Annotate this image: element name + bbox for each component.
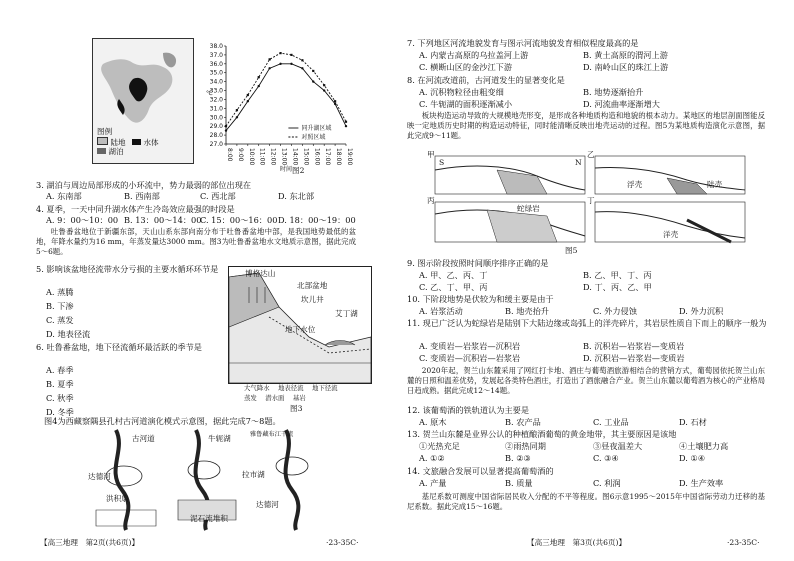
x-tick-label-1: 9:00 [236, 148, 244, 162]
q9-option-b[interactable]: B. 乙、甲、丁、丙 [583, 270, 652, 280]
series-0-point-11 [345, 125, 347, 127]
y-tick-label-9: 36.0 [209, 60, 223, 68]
fig3-legend-0: 大气降水 [244, 384, 270, 392]
q11-option-a[interactable]: A. 变质岩—岩浆岩—沉积岩 [419, 341, 521, 351]
subduction-jia [497, 170, 547, 194]
q14-option-a[interactable]: A. 产量 [419, 478, 447, 488]
y-tick-label-0: 27.0 [209, 141, 223, 148]
y-tick-label-10: 37.0 [209, 51, 223, 59]
slab-ding [687, 220, 731, 242]
q12-option-b[interactable]: B. 农产品 [505, 417, 541, 427]
q11-option-b[interactable]: B. 沉积岩—岩浆岩—变质岩 [583, 341, 685, 351]
q11-option-c[interactable]: C. 变质岩—沉积岩—岩浆岩 [419, 353, 521, 363]
q5-option-c[interactable]: C. 蒸发 [46, 315, 74, 325]
x-tick-label-3: 11:00 [258, 148, 266, 166]
q7-option-d[interactable]: D. 南岭山区的珠江上游 [583, 62, 669, 72]
q4-option-b[interactable]: B. 13：00～14：00 [124, 215, 202, 225]
fig5-text-oceancrust: 洋壳 [663, 230, 679, 239]
lake-map [92, 38, 194, 164]
footer-left-code: ·23-35C· [326, 538, 359, 547]
y-tick-label-3: 30.0 [209, 114, 223, 122]
figure5-diagram [427, 150, 747, 250]
q7-option-a[interactable]: A. 内蒙古高原的乌拉盖河上游 [419, 50, 529, 60]
series-0-point-10 [334, 103, 336, 105]
y-tick-label-1: 28.0 [209, 132, 223, 140]
footer-right: 【高三地理 第3页(共6页)】 [527, 538, 627, 547]
series-1-point-2 [247, 94, 249, 96]
fig3-text-lake: 艾丁湖 [335, 309, 358, 318]
q3-option-d[interactable]: D. 东北部 [278, 191, 315, 201]
q8-option-b[interactable]: B. 地势逐渐抬升 [583, 87, 644, 97]
fig4-text-dade-2: 达德河 [256, 500, 279, 509]
q5-option-b[interactable]: B. 下渗 [46, 301, 74, 311]
fig4-intro: 图4为西藏察隅县孔村古河道演化模式示意图，据此完成7～8题。 [44, 416, 281, 426]
legend-title: 图例 [97, 127, 113, 136]
fig4-text-lashi: 拉市湖 [242, 470, 265, 479]
q11-option-d[interactable]: D. 沉积岩—岩浆岩—变质岩 [583, 353, 685, 363]
series-0-point-6 [290, 63, 292, 65]
q4-stem: 4. 夏季，一天中同升湖水体产生冷岛效应最强的时段是 [36, 204, 235, 214]
series-0-point-7 [301, 67, 303, 69]
legend-lake-label: 湖泊 [108, 147, 124, 156]
q10-option-b[interactable]: B. 地壳抬升 [505, 306, 549, 316]
temperature-chart [200, 40, 353, 173]
q13-option-a[interactable]: A. ①② [419, 453, 445, 463]
series-1-point-4 [269, 58, 271, 60]
meander-loop-3 [276, 457, 308, 475]
y-unit-label: ℃ [206, 90, 213, 97]
q4-option-c[interactable]: C. 15：00～16：00 [200, 215, 278, 225]
legend-item-lake [97, 147, 124, 157]
q13-sub-4: ④土壤肥力高 [679, 441, 729, 451]
gini-intro: 基尼系数可测度中国省际居民收入分配的不平等程度。图6示意1995～2015年中国省际劳动力迁移的基尼系数。据此完成15～16题。 [407, 492, 765, 511]
y-tick-label-11: 38.0 [209, 43, 223, 50]
q12-option-c[interactable]: C. 工业品 [593, 417, 629, 427]
q14-stem: 14. 文旅融合发展可以显著提高葡萄酒的 [407, 466, 554, 476]
x-tick-label-5: 13:00 [280, 148, 288, 166]
legend-label-0: 同升湖区域 [301, 125, 332, 132]
series-1-point-8 [312, 70, 314, 72]
fig3-legend-3: 蒸发 [244, 394, 257, 402]
x-axis-title: 时间 [279, 166, 293, 173]
q9-option-d[interactable]: D. 丁、丙、乙、甲 [583, 282, 652, 292]
x-tick-label-10: 18:00 [335, 148, 343, 166]
fig5-label-yi: 乙 [587, 150, 595, 159]
legend-item-land [97, 137, 159, 148]
series-1-point-10 [334, 100, 336, 102]
x-tick-label-2: 10:00 [247, 148, 255, 166]
q6-option-d[interactable]: D. 冬季 [46, 407, 74, 417]
q10-option-d[interactable]: D. 外力沉积 [679, 306, 724, 316]
x-tick-label-7: 15:00 [302, 148, 310, 166]
wine-intro: 2020年起，贺兰山东麓采用了网红打卡地、酒庄与葡萄酒旅游相结合的营销方式，葡萄园依托贺兰山东麓的日照和温差优势，发展起各类特色酒庄，打造出了酒旅融合产业。贺兰山东麓以葡萄酒为核心的产业格局日趋成熟。据此完成12～14题。 [407, 366, 765, 395]
series-1-point-11 [345, 121, 347, 123]
q10-option-a[interactable]: A. 岩浆活动 [419, 306, 463, 316]
q9-stem: 9. 图示阶段按照时间顺序排序正确的是 [407, 258, 549, 268]
q5-stem: 5. 影响该盆地径流带水分亏损的主要水循环环节是 [36, 264, 219, 274]
x-tick-label-4: 12:00 [269, 148, 277, 166]
q13-sub-3: ③昼夜温差大 [593, 441, 643, 451]
fig4-text-debris: 泥石流堆积 [190, 514, 228, 523]
q12-stem: 12. 该葡萄酒的铁轨道认为主要是 [407, 405, 530, 415]
series-1-point-9 [323, 84, 325, 86]
q13-option-b[interactable]: B. ②③ [505, 453, 531, 463]
fig5-panel-jia [435, 156, 585, 194]
fig3-legend [244, 384, 338, 394]
fig3-legend-row2 [244, 394, 306, 404]
lake-swatch [97, 148, 106, 154]
fig4-text-oxbow: 牛轭湖 [208, 434, 231, 443]
water-swatch [132, 139, 141, 145]
fig3-text-mountain: 博格达山 [245, 269, 276, 278]
fig5-label-bing: 丙 [427, 196, 435, 205]
fig3-legend-4: 潜水面 [265, 394, 285, 402]
q12-option-a[interactable]: A. 原木 [419, 417, 447, 427]
x-tick-label-8: 16:00 [313, 148, 321, 166]
y-tick-label-6: 33.0 [209, 87, 223, 95]
q4-option-a[interactable]: A. 9：00～10：00 [46, 215, 119, 225]
series-0-point-3 [258, 85, 260, 87]
series-0-point-0 [225, 129, 227, 131]
q6-option-b[interactable]: B. 夏季 [46, 379, 74, 389]
series-0-point-9 [323, 89, 325, 91]
q13-stem: 13. 贺兰山东麓是业界公认的种植酿酒葡萄的黄金地带，其主要原因是该地 [407, 429, 677, 439]
fig4-text-fan: 洪积扇 [106, 494, 129, 503]
y-tick-label-2: 29.0 [209, 123, 223, 131]
q6-stem: 6. 吐鲁番盆地，地下径流循环最活跃的季节是 [36, 342, 202, 352]
x-tick-label-6: 14:00 [291, 148, 299, 166]
series-0-point-5 [279, 63, 281, 65]
q3-option-c[interactable]: C. 西北部 [200, 191, 236, 201]
figure5-label: 图5 [565, 246, 578, 255]
q8-stem: 8. 在河流改道前，古河道发生的显著变化是 [407, 75, 565, 85]
y-tick-label-4: 31.0 [209, 105, 223, 113]
x-tick-label-0: 8:00 [226, 148, 233, 162]
q8-option-a[interactable]: A. 沉积物粒径由粗变细 [419, 87, 504, 97]
fig4-text-dade-1: 达德河 [88, 472, 111, 481]
fig5-label-jia: 甲 [427, 150, 435, 159]
fig3-legend-5: 基岩 [292, 394, 306, 402]
fig5-text-s: S [439, 158, 445, 167]
figure4-diagram [86, 430, 326, 530]
fig3-legend-1: 地表径流 [278, 384, 304, 392]
q13-sub-2: ②雨热同期 [505, 441, 546, 451]
lake-shape [325, 341, 355, 346]
q6-option-c[interactable]: C. 秋季 [46, 393, 74, 403]
q3-option-a[interactable]: A. 东南部 [46, 191, 82, 201]
q10-option-c[interactable]: C. 外力侵蚀 [593, 306, 637, 316]
q8-option-c[interactable]: C. 牛轭湖的面积逐渐减小 [419, 99, 513, 109]
fig3-legend-2: 地下径流 [312, 384, 338, 392]
fig5-text-landcrust: 陆壳 [707, 180, 723, 189]
series-0-point-1 [236, 116, 238, 118]
footer-left: 【高三地理 第2页(共6页)】 [40, 538, 140, 547]
mountain-bing [487, 210, 557, 242]
series-0-point-8 [312, 80, 314, 82]
series-0-point-2 [247, 100, 249, 102]
fig3-text-karez: 坎儿井 [301, 295, 324, 304]
q7-option-c[interactable]: C. 横断山区的金沙江下游 [419, 62, 513, 72]
q8-option-d[interactable]: D. 河流曲率逐渐增大 [583, 99, 660, 109]
q9-option-a[interactable]: A. 甲、乙、丙、丁 [419, 270, 488, 280]
turpan-intro: 吐鲁番盆地位于新疆东部，天山山系东部向南分布于吐鲁番盆地中部，是我国地势最低的盆地，年降水量约为16 mm，年蒸发量达3000 mm。图3为吐鲁番盆地水文地质示意图，据此完成5～6题。 [36, 227, 356, 256]
x-tick-label-11: 19:00 [346, 148, 353, 166]
series-0-point-4 [268, 67, 270, 69]
y-tick-label-5: 32.0 [209, 96, 223, 104]
q9-option-c[interactable]: C. 乙、丁、甲、丙 [419, 282, 488, 292]
meander-loop-1 [106, 466, 142, 486]
q14-option-b[interactable]: B. 质量 [505, 478, 533, 488]
river-channel-1 [116, 430, 129, 530]
figure2-label: 图2 [292, 166, 305, 175]
q14-option-c[interactable]: C. 利润 [593, 478, 621, 488]
series-1-point-1 [236, 109, 238, 111]
fig5-intro: 板块构造运动导致的大规模地壳形变，是形成各种地质构造和地貌的根本动力。某地区的地层剖面图能反映一定地质历史时期的构造运动特征，同时能清晰反映出地壳运动的过程。图5为某地质构造演化示意图，据此完成9～11题。 [407, 111, 765, 140]
q5-option-d[interactable]: D. 地表径流 [46, 329, 91, 339]
right-page [397, 0, 794, 561]
figure3-label: 图3 [290, 404, 303, 413]
fig4-text-paleochannel: 古河道 [132, 434, 155, 443]
q4-option-d[interactable]: D. 18：00～19：00 [278, 215, 356, 225]
fig3-text-basin: 北部盆地 [297, 281, 328, 290]
q7-stem: 7. 下列地区河流地貌发育与图示河流地貌发育相似程度最高的是 [407, 38, 639, 48]
series-1-point-3 [258, 76, 260, 78]
legend-water-label: 水体 [143, 138, 159, 147]
q6-option-a[interactable]: A. 春季 [46, 365, 74, 375]
q3-option-b[interactable]: B. 西南部 [124, 191, 160, 201]
fig3-text-watertable: 地下水位 [285, 325, 316, 334]
series-line-0 [226, 64, 346, 131]
fig4-text-mainstream: 雅鲁藏布江干流 [250, 431, 294, 438]
land-patch [163, 53, 176, 68]
q14-option-d[interactable]: D. 生产效率 [679, 478, 724, 488]
river-channel-3 [286, 430, 299, 530]
legend-label-1: 对照区域 [301, 134, 326, 141]
land-swatch [97, 137, 108, 145]
q10-stem: 10. 下阶段地势是伏较为和缓主要是由于 [407, 294, 554, 304]
series-1-point-6 [290, 54, 292, 56]
footer-right-code: ·23-35C· [727, 538, 760, 547]
fig5-text-floatcrust: 浮壳 [627, 180, 643, 189]
q3-stem: 3. 湖泊与周边局部形成的小环流中，势力最弱的部位出现在 [36, 180, 252, 190]
fig5-label-ding: 丁 [587, 196, 595, 205]
oxbow-lake [188, 461, 220, 479]
q7-option-b[interactable]: B. 黄土高原的渭河上游 [583, 50, 668, 60]
q12-option-d[interactable]: D. 石材 [679, 417, 707, 427]
fig5-text-n: N [575, 158, 582, 167]
q13-option-d[interactable]: D. ①④ [679, 453, 706, 463]
y-tick-label-8: 35.0 [209, 69, 223, 77]
series-1-point-5 [279, 52, 281, 54]
q13-option-c[interactable]: C. ③④ [593, 453, 619, 463]
fig5-panel-bing [435, 202, 585, 242]
q11-stem: 11. 现已广泛认为蛇绿岩是陆别下大陆边缘或岛弧上的洋壳碎片，其岩层性质自下而上的顺序一般为 [407, 318, 767, 328]
fig5-panel-yi [595, 156, 745, 194]
q13-sub-1: ①光热充足 [419, 441, 460, 451]
series-1-point-7 [301, 59, 303, 61]
figure3-diagram [228, 266, 372, 384]
fig4-panel-3 [276, 430, 308, 530]
x-tick-label-9: 17:00 [324, 148, 332, 166]
y-tick-label-7: 34.0 [209, 78, 223, 86]
fig5-text-ophiolite: 蛇绿岩 [517, 204, 540, 213]
series-1-point-0 [225, 125, 227, 127]
q5-option-a[interactable]: A. 蒸腾 [46, 287, 74, 297]
legend-land-label: 陆地 [110, 138, 126, 147]
